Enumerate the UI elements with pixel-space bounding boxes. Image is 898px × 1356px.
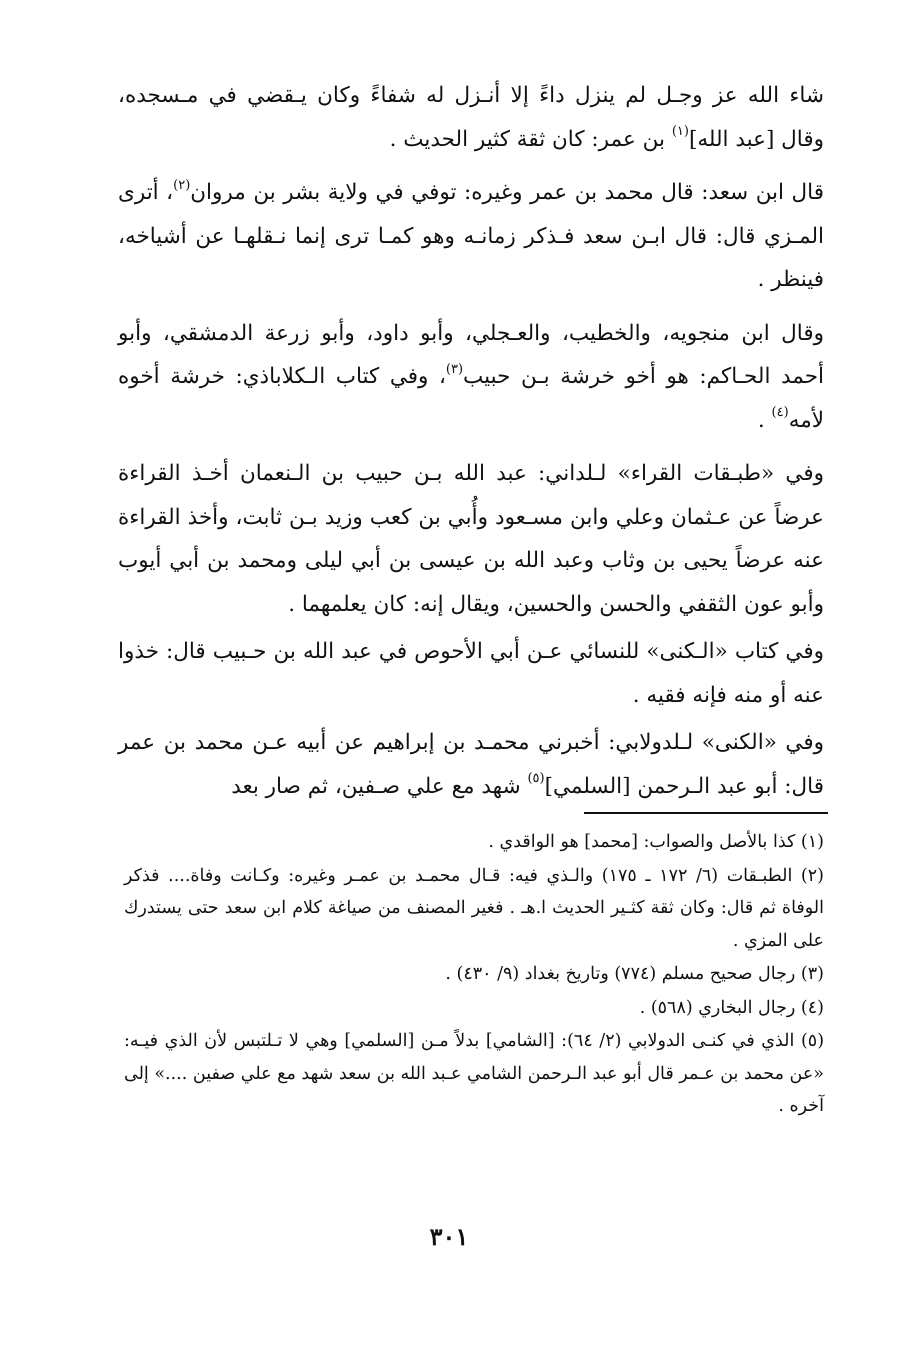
paragraph-text: وفي كتاب «الـكنى» للنسائي عـن أبي الأحوص في عبد الله بن حـبيب قال: خذوا عنه أو منه فإنه فقيه .	[118, 639, 824, 708]
paragraph-2	[118, 171, 824, 302]
footnote-5: (٥) الذي في كنـى الدولابي (٢/ ٦٤): [الشامي] بدلاً مـن [السلمي] وهي لا تـلتبس لأن الذي فيـه: «عن محمد بن عـمر قال أبو عبد الـرحمن الشامي عـبد الله بن سعد شهد مع علي صفين ....» إلى آخره .	[124, 1031, 825, 1116]
footnote-ref-5[interactable]: (٥)	[527, 771, 545, 787]
paragraph-text: شهد مع علي صـفين، ثم صار بعد	[231, 773, 528, 799]
footnote-2: (٢) الطبـقات (٦/ ١٧٢ ـ ١٧٥) والـذي فيه: قـال محمـد بن عمـر وغيره: وكـانت وفاة.... فذكر الوفاة ثم قال: وكان ثقة كثـير الحديث ا.هـ . فغير المصنف من صياغة كلام ابن سعد حتى يستدرك على المزي .	[124, 865, 824, 951]
paragraph-4	[118, 452, 824, 626]
footnote-ref-1[interactable]: (١)	[671, 124, 689, 140]
footnote-ref-2[interactable]: (٢)	[173, 177, 191, 193]
paragraph-text: ، أترى المـزي قال: قال ابـن سعد فـذكر زمانـه وهو كمـا ترى إنما نـقلهـا عن أشياخه، فينظر .	[118, 180, 824, 292]
footnote-separator	[584, 812, 828, 814]
paragraph-text: وقال ابن منجويه، والخطيب، والعـجلي، وأبو داود، وأبو زرعة الدمشقي، وأبو أحمد الحـاكم: هو أخو خرشة بـن حبيب	[118, 320, 824, 389]
paragraph-text: .	[757, 407, 772, 433]
paragraph-text: وفي «طبـقات القراء» لـلداني: عبد الله بـن حبيب بن الـنعمان أخـذ القراءة عرضاً عن عـثمان وعلي وابن مسـعود وأُبي بن كعب وزيد بـن ثابت، وأخذ القراءة عنه عرضاً يحيى بن وثاب وعبد الله بن عيسى بن أبي ليلى ومحمد بن أبي أيوب وأبو عون الثقفي والحسن والحسين، ويقال إنه: كان يعلمهما .	[118, 461, 824, 617]
footnote-4: (٤) رجال البخاري (٥٦٨) .	[639, 997, 824, 1018]
footnotes	[124, 826, 824, 1124]
paragraph-3	[118, 312, 824, 443]
paragraph-text: شاء الله عز وجـل لم ينزل داءً إلا أنـزل له شفاءً وكان يـقضي في مـسجده، وقال [عبد الله]	[118, 83, 824, 152]
page-number: ٣٠١	[429, 1222, 469, 1251]
paragraph-5	[118, 630, 824, 717]
paragraph-text: بن عمر: كان ثقة كثير الحديث .	[389, 126, 672, 152]
footnote-ref-4[interactable]: (٤)	[771, 405, 789, 421]
paragraph-6	[118, 721, 824, 808]
main-text	[118, 74, 824, 812]
footnote-ref-3[interactable]: (٣)	[445, 361, 464, 377]
footnote-1: (١) كذا بالأصل والصواب: [محمد] هو الواقدي .	[488, 832, 824, 852]
paragraph-1	[118, 74, 824, 161]
paragraph-text: ، وفي كتاب الـكلاباذي: خرشة أخوه لأمه	[118, 364, 824, 433]
paragraph-text: قال ابن سعد: قال محمد بن عمر وغيره: توفي في ولاية بشر بن مروان	[190, 180, 824, 205]
footnote-3: (٣) رجال صحيح مسلم (٧٧٤) وتاريخ بغداد (٩/ ٤٣٠) .	[445, 964, 824, 984]
paragraph-text: وفي «الكنى» لـلدولابي: أخبرني محمـد بن إبراهيم عن أبيه عـن محمد بن عمر قال: أبو عبد الـرحمن [السلمي]	[118, 730, 824, 799]
